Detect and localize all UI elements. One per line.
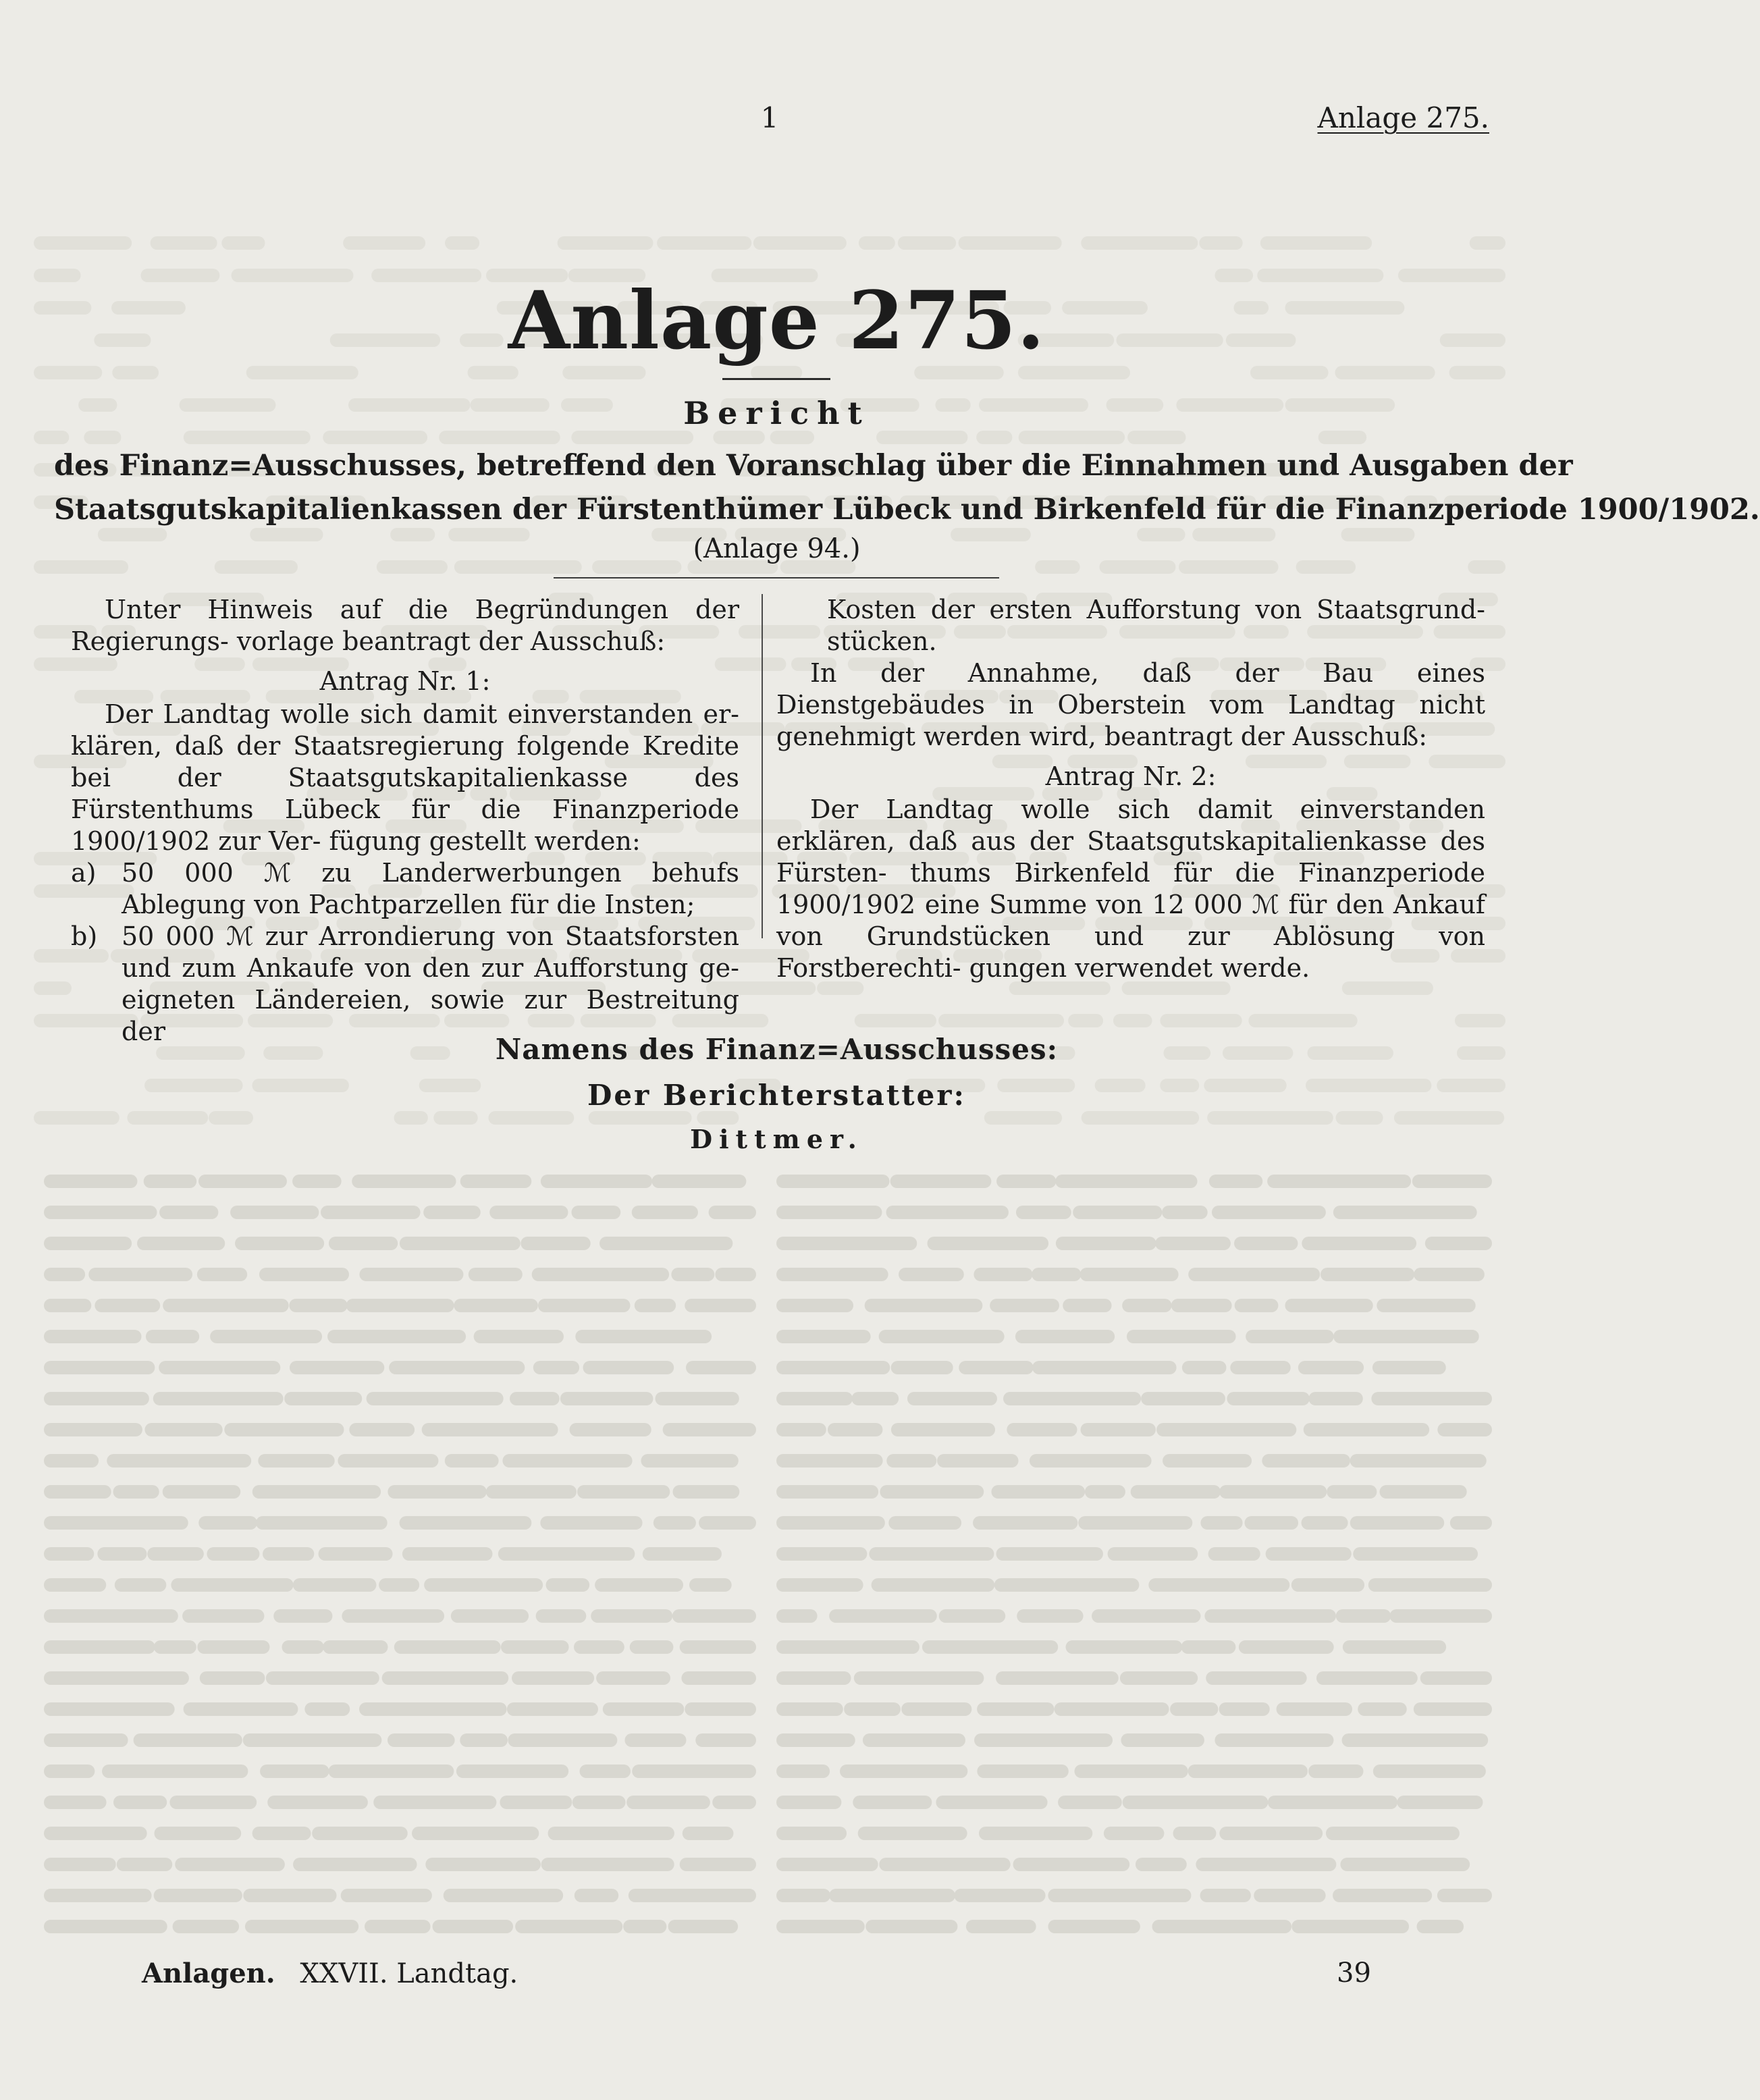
page-number: 1: [760, 101, 779, 134]
signoff-rapporteur-name: Dittmer.: [690, 1124, 863, 1154]
title-rule: [722, 378, 830, 380]
report-subtitle: Bericht: [683, 395, 870, 431]
motion-2-heading: Antrag Nr. 2:: [1045, 761, 1217, 791]
signoff-committee: Namens des Finanz=Ausschusses:: [495, 1033, 1059, 1066]
footer-left: [142, 1958, 518, 1989]
footer-sheet-number: 39: [1337, 1958, 1371, 1989]
column-divider: [762, 594, 763, 938]
credit-item-a: [71, 857, 739, 921]
list-text: 50 000 ℳ zu Landerwerbungen behufs Ablegung von Pachtparzellen für die Insten;: [122, 858, 739, 919]
annex-reference-header: Anlage 275.: [1317, 101, 1489, 134]
list-text: 50 000 ℳ zur Arrondierung von Staatsforsten und zum Ankaufe von den zur Aufforstung ge- eigneten Ländereien, sowie zur Bestreitung der: [122, 921, 739, 1046]
left-intro-paragraph: Unter Hinweis auf die Begründungen der Regierungs- vorlage beantragt der Ausschuß:: [71, 595, 739, 656]
list-marker: a): [71, 858, 97, 888]
footer-session: XXVII. Landtag.: [300, 1958, 518, 1989]
annex-title: Anlage 275.: [508, 273, 1046, 367]
right-condition-paragraph: In der Annahme, daß der Bau eines Dienstgebäudes in Oberstein vom Landtag nicht genehmigt werden wird, beantragt der Ausschuß:: [776, 658, 1485, 751]
report-intro-line-1: des Finanz=Ausschusses, betreffend den Voranschlag über die Einnahmen und Ausgaben der: [54, 449, 1573, 483]
list-marker: b): [71, 921, 98, 951]
right-continuation: Kosten der ersten Aufforstung von Staatsgrund- stücken.: [827, 595, 1485, 656]
signoff-rapporteur-label: Der Berichterstatter:: [587, 1079, 966, 1112]
right-column: [776, 594, 1485, 984]
credit-item-b: [71, 921, 739, 1048]
motion-1-heading: Antrag Nr. 1:: [319, 666, 491, 696]
report-intro-line-2: Staatsgutskapitalienkassen der Fürstenthümer Lübeck und Birkenfeld für die Finanzperiode 1900/1902.: [54, 493, 1760, 527]
annex-reference: (Anlage 94.): [693, 533, 861, 564]
section-divider: [554, 577, 999, 578]
footer-label: Anlagen.: [142, 1958, 275, 1989]
left-column: [71, 594, 739, 1048]
motion-2-text: Der Landtag wolle sich damit einverstanden erklären, daß aus der Staatsgutskapitalienkasse des Fürsten- thums Birkenfeld für die Finanzperiode 1900/1902 eine Summe von 12 000 ℳ für den Ankauf von Grundstücken und zur Ablösung von Forstberechti- gungen verwendet werde.: [776, 795, 1485, 983]
motion-1-text: Der Landtag wolle sich damit einverstanden er- klären, daß der Staatsregierung folgende Kredite bei der Staatsgutskapitalienkasse des Fürstenthums Lübeck für die Finanzperiode 1900/1902 zur Ver- fügung gestellt werden:: [71, 699, 739, 856]
